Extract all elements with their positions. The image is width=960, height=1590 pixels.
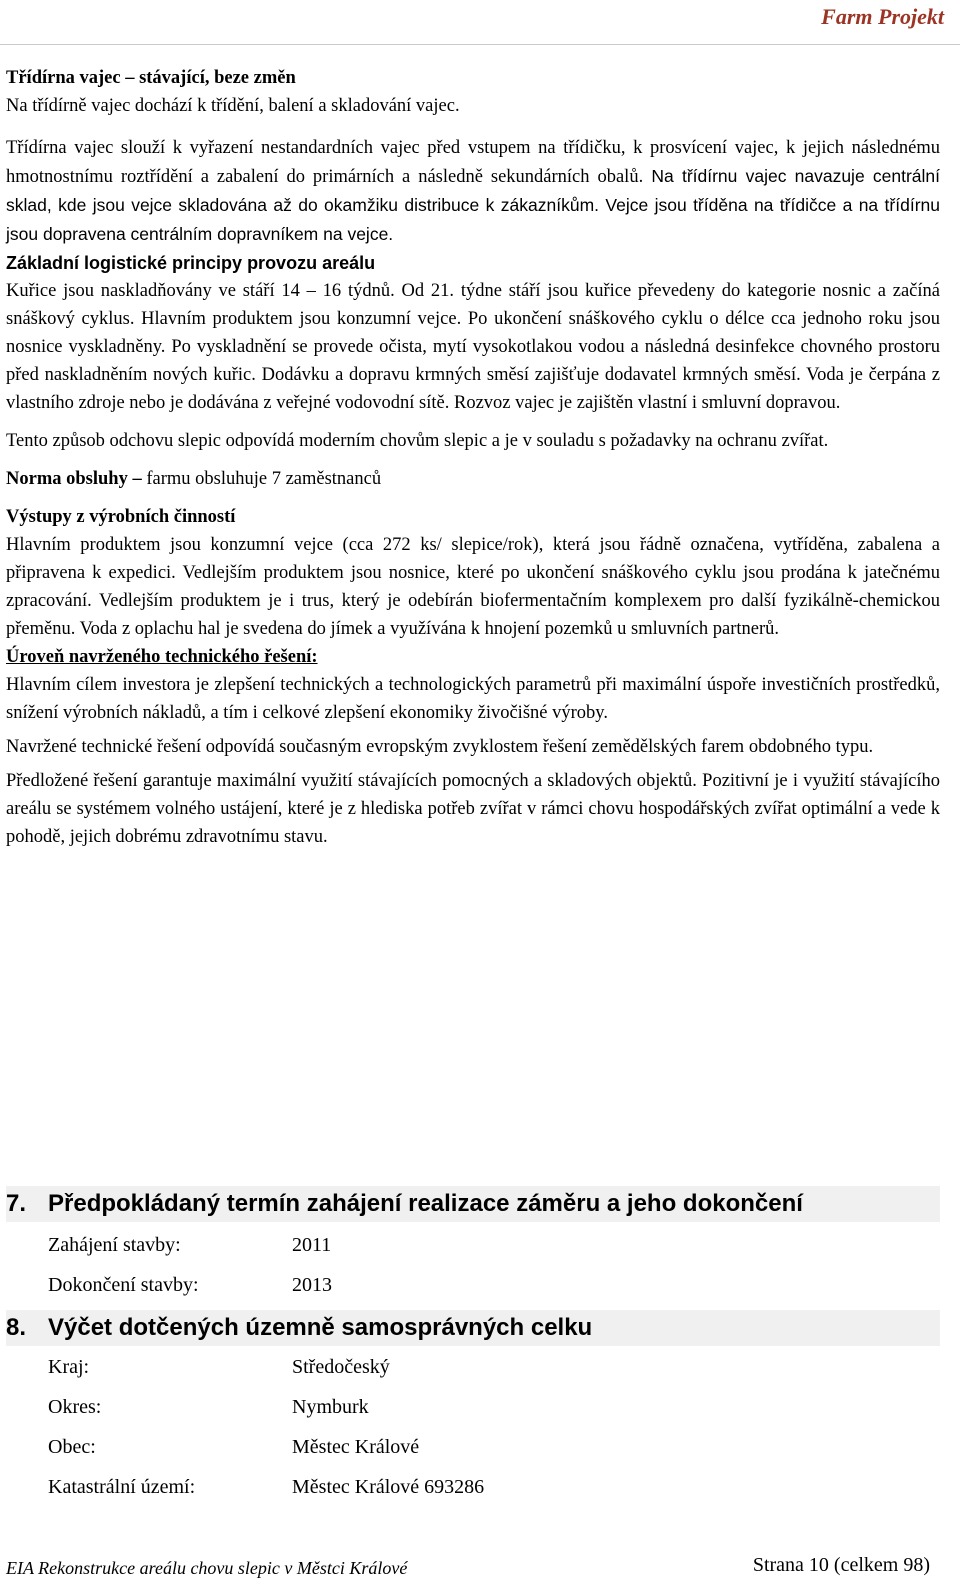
section-8-heading xyxy=(6,1310,940,1346)
section-8-number: 8. xyxy=(6,1314,27,1341)
header-brand: Farm Projekt xyxy=(821,4,944,29)
kv-value: Středočeský xyxy=(292,1356,390,1378)
body-content xyxy=(6,64,940,851)
paragraph-5: Hlavním produktem jsou konzumní vejce (cca 272 ks/ slepice/rok), která jsou řádně označena, vytříděna, zabalena a připravena k expedici. Vedlejším produktem jsou nosnice, které po ukončení snáškového cyklu jsou prodána k jatečnému zpracování. Vedlejším produktem je i trus, který je odebírán biofermentačním komplexem pro další fyzikálně-chemickou přeměnu. Voda z oplachu hal je svedena do jímek a využívána k hnojení pozemků u smluvních partnerů. xyxy=(6,535,940,639)
kv-value: Městec Králové xyxy=(292,1436,420,1458)
kv-value: 2011 xyxy=(292,1234,332,1256)
paragraph-1: Na třídírně vajec dochází k třídění, balení a skladování vajec. xyxy=(6,96,460,116)
heading-uroven: Úroveň navrženého technického řešení: xyxy=(6,647,318,667)
section-7-heading xyxy=(6,1186,940,1222)
footer-document-title: EIA Rekonstrukce areálu chovu slepic v Městci Králové xyxy=(6,1558,408,1578)
kv-value: Městec Králové 693286 xyxy=(292,1476,485,1498)
paragraph-6: Hlavním cílem investora je zlepšení technických a technologických parametrů při maximální úspoře investičních prostředků, snížení výrobních nákladů, a tím i celkové zlepšení ekonomiky živočišné výroby. xyxy=(6,675,940,723)
paragraph-2 xyxy=(6,134,940,249)
kv-label: Kraj: xyxy=(48,1356,90,1378)
kv-label: Obec: xyxy=(48,1436,96,1458)
norma-label: Norma obsluhy – xyxy=(6,469,142,489)
heading-logistika: Základní logistické principy provozu areálu xyxy=(6,253,376,273)
section-7-number: 7. xyxy=(6,1190,27,1217)
heading-vystupy: Výstupy z výrobních činností xyxy=(6,507,236,527)
paragraph-2a: Třídírna vajec slouží k vyřazení nestandardních vajec před vstupem na třídičku, k prosvícení vajec, k jejich následnému hmotnostnímu roztřídění a zabalení do primárních a následně sekundárních obalů. xyxy=(6,138,940,187)
paragraph-7: Navržené technické řešení odpovídá současným evropským zvyklostem řešení zemědělských farem obdobného typu. xyxy=(6,737,874,757)
kv-label: Katastrální území: xyxy=(48,1476,196,1498)
kv-value: 2013 xyxy=(292,1274,332,1296)
paragraph-4: Tento způsob odchovu slepic odpovídá moderním chovům slepic a je v souladu s požadavky na ochranu zvířat. xyxy=(6,431,829,451)
section-7-title: Předpokládaný termín zahájení realizace záměru a jeho dokončení xyxy=(48,1190,803,1217)
header-divider xyxy=(0,44,960,45)
paragraph-norma xyxy=(6,465,940,493)
paragraph-2b: Na třídírnu vajec navazuje centrální sklad, kde jsou vejce skladována až do okamžiku distribuce k zákazníkům. Vejce jsou tříděna na třídičce a na třídírnu jsou dopravena centrálním dopravníkem na vejce. xyxy=(6,166,940,244)
kv-label: Zahájení stavby: xyxy=(48,1234,181,1256)
norma-text: farmu obsluhuje 7 zaměstnanců xyxy=(141,469,382,489)
kv-label: Dokončení stavby: xyxy=(48,1274,199,1296)
kv-label: Okres: xyxy=(48,1396,102,1418)
paragraph-8: Předložené řešení garantuje maximální využití stávajících pomocných a skladových objektů. Pozitivní je i využití stávajícího areálu se systémem volného ustájení, které je z hlediska potřeb zvířat v rámci chovu hospodářských zvířat optimální a vede k pohodě, jejich dobrému zdravotnímu stavu. xyxy=(6,771,940,847)
kv-value: Nymburk xyxy=(292,1396,369,1418)
footer-page-number: Strana 10 (celkem 98) xyxy=(752,1554,930,1576)
section-8-title: Výčet dotčených územně samosprávných celku xyxy=(48,1314,593,1341)
heading-tridirna: Třídírna vajec – stávající, beze změn xyxy=(6,68,296,88)
paragraph-3: Kuřice jsou naskladňovány ve stáří 14 – 16 týdnů. Od 21. týdne stáří jsou kuřice převedeny do kategorie nosnic a začíná snáškový cyklus. Hlavním produktem jsou konzumní vejce. Po ukončení snáškového cyklu o délce cca jednoho roku jsou nosnice vyskladněny. Po vyskladnění se provede očista, mytí vysokotlakou vodou a následná desinfekce chovného prostoru před naskladněním nových kuřic. Dodávku a dopravu krmných směsí zajišťuje dodavatel krmných směsí. Voda je čerpána z vlastního zdroje nebo je dodávána z veřejné vodovodní sítě. Rozvoz vajec je zajištěn vlastní i smluvní dopravou. xyxy=(6,281,940,413)
